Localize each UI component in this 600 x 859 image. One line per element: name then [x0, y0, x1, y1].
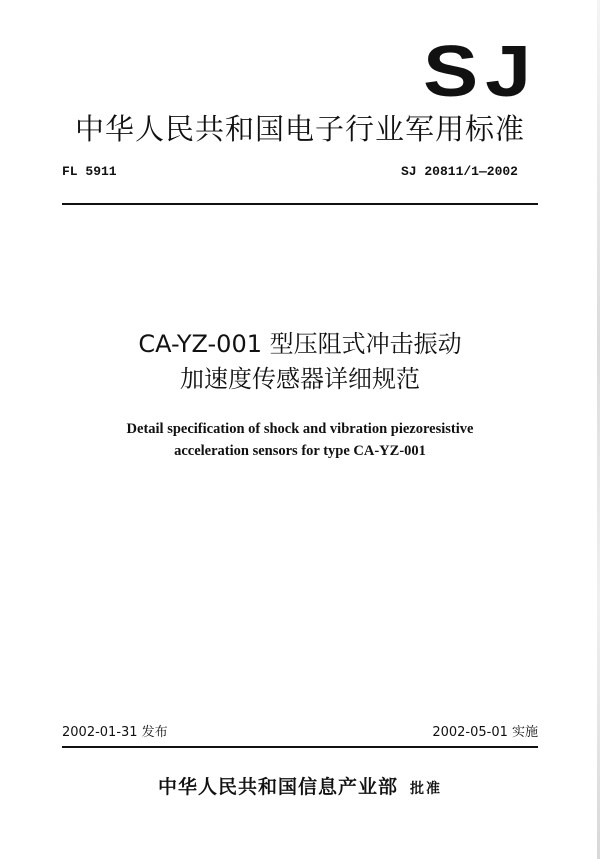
english-title-line-2: acceleration sensors for type CA-YZ-001	[174, 443, 426, 459]
approve-label: 批准	[410, 781, 442, 797]
top-divider	[62, 203, 538, 205]
chinese-title-line-1: CA-YZ-001 型压阻式冲击振动	[138, 330, 462, 358]
sj-logo: SJ	[422, 32, 538, 112]
publish-date: 2002-01-31 发布	[62, 725, 168, 740]
english-title-line-1: Detail specification of shock and vibration piezoresistive	[126, 421, 474, 437]
implement-date: 2002-05-01 实施	[432, 725, 538, 740]
bottom-divider	[62, 746, 538, 748]
chinese-title-line-2: 加速度传感器详细规范	[180, 365, 420, 393]
standard-category-title: 中华人民共和国电子行业军用标准	[74, 112, 525, 146]
standard-number: SJ 20811/1—2002	[400, 164, 518, 179]
classification-code: FL 5911	[62, 164, 117, 179]
issuer-name: 中华人民共和国信息产业部	[157, 776, 398, 798]
issuer-line	[0, 774, 600, 802]
